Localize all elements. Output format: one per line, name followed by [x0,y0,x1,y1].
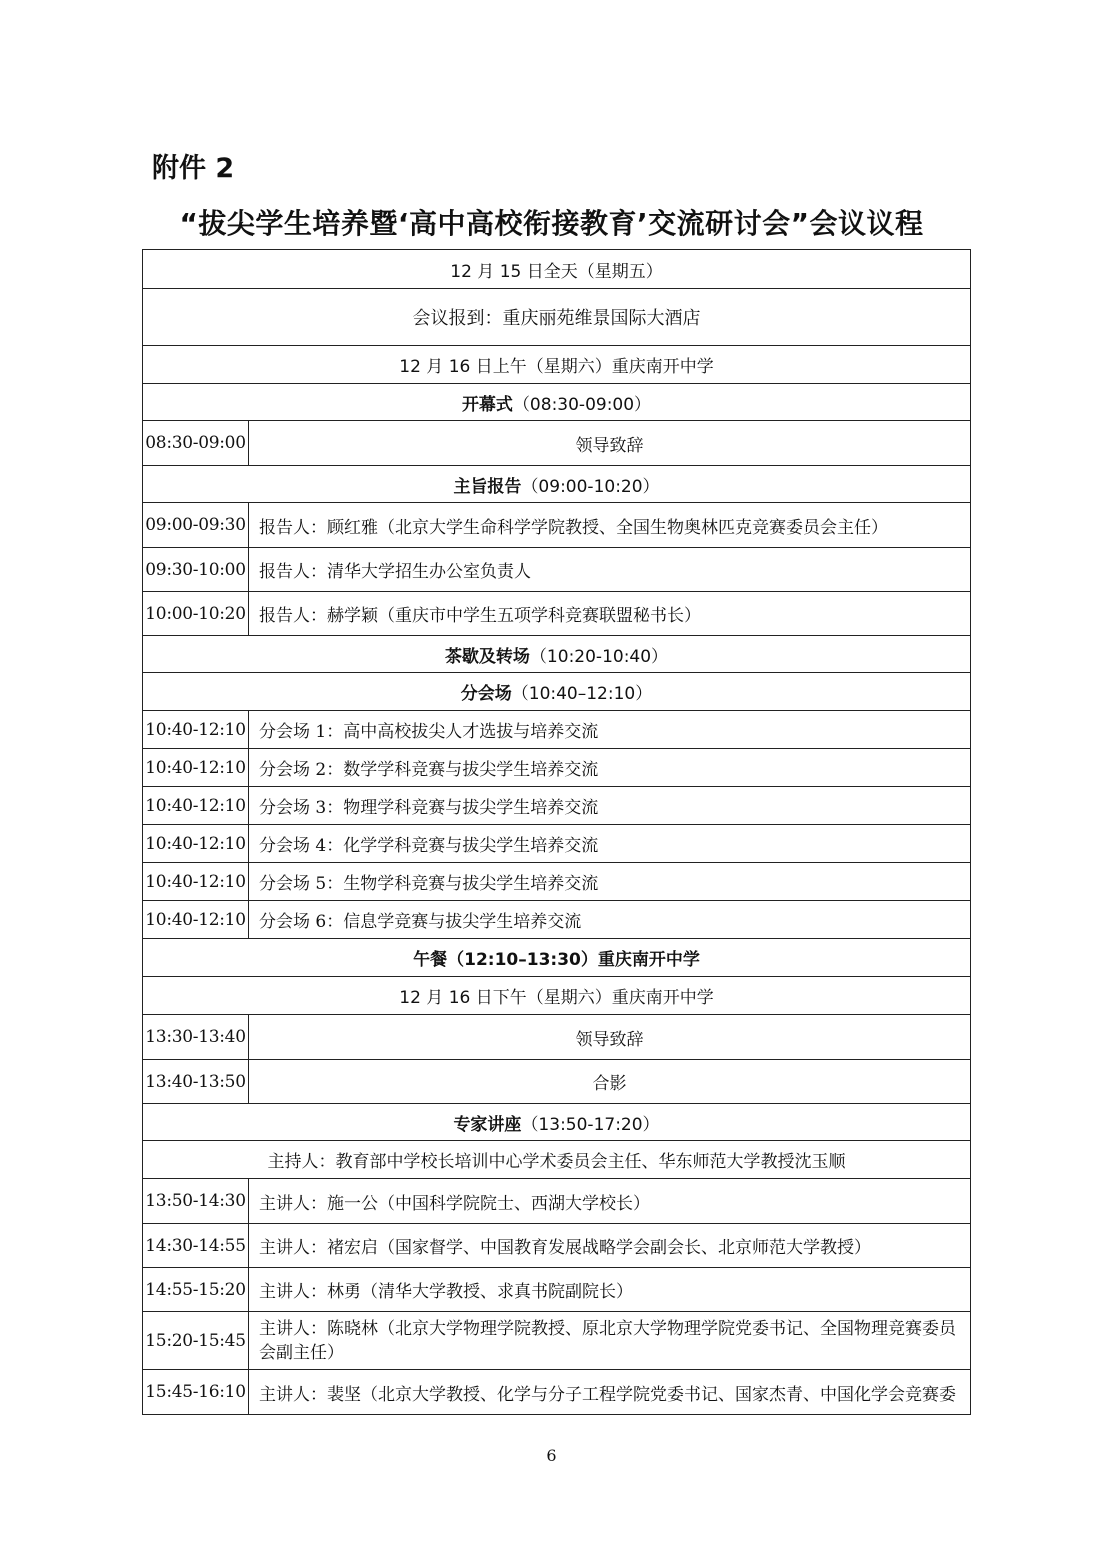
content-cell: 分会场 4：化学学科竞赛与拔尖学生培养交流 [249,825,971,863]
content-cell: 主讲人：陈晓林（北京大学物理学院教授、原北京大学物理学院党委书记、全国物理竞赛委员会副主任） [249,1312,971,1370]
day1-heading: 12 月 15 日全天（星期五） [143,250,971,289]
content-cell: 分会场 6：信息学竞赛与拔尖学生培养交流 [249,901,971,939]
content-cell: 报告人：顾红雅（北京大学生命科学学院教授、全国生物奥林匹克竞赛委员会主任） [249,503,971,548]
time-cell: 15:45-16:10 [143,1370,249,1415]
content-cell: 主讲人：褚宏启（国家督学、中国教育发展战略学会副会长、北京师范大学教授） [249,1224,971,1268]
agenda-row [143,749,971,787]
agenda-row [143,825,971,863]
time-cell: 08:30-09:00 [143,421,249,466]
content-cell: 合影 [249,1060,971,1104]
section-name: 分会场 [460,684,512,704]
attachment-label: 附件 2 [152,153,235,184]
section-name: 茶歇及转场 [444,646,530,667]
content-cell: 领导致辞 [249,1015,971,1060]
content-cell: 领导致辞 [249,421,971,466]
keynote-heading [143,466,971,503]
branch-heading [143,673,971,711]
content-cell: 报告人：赫学颖（重庆市中学生五项学科竞赛联盟秘书长） [249,592,971,636]
section-time: （10:40–12:10） [511,684,653,704]
section-heading-row [143,384,971,421]
time-cell: 13:50-14:30 [143,1179,249,1224]
section-name: 开幕式 [461,394,513,415]
time-cell: 14:30-14:55 [143,1224,249,1268]
agenda-row [143,1060,971,1104]
content-cell: 主讲人：施一公（中国科学院院士、西湖大学校长） [249,1179,971,1224]
agenda-row [143,1370,971,1415]
time-cell: 10:40-12:10 [143,863,249,901]
time-cell: 10:40-12:10 [143,787,249,825]
section-heading-row [143,939,971,977]
content-cell: 分会场 5：生物学科竞赛与拔尖学生培养交流 [249,863,971,901]
content-cell: 分会场 2：数学学科竞赛与拔尖学生培养交流 [249,749,971,787]
agenda-row [143,1268,971,1312]
section-heading-row [143,466,971,503]
page-number: 6 [546,1446,557,1465]
day-heading-row [143,977,971,1015]
content-cell: 报告人：清华大学招生办公室负责人 [249,548,971,592]
registration-row [143,289,971,346]
lecture-heading [143,1104,971,1141]
content-cell: 主讲人：林勇（清华大学教授、求真书院副院长） [249,1268,971,1312]
lunch-heading: 午餐（12:10–13:30）重庆南开中学 [143,939,971,977]
agenda-row [143,1179,971,1224]
time-cell: 10:40-12:10 [143,711,249,749]
time-cell: 13:30-13:40 [143,1015,249,1060]
break-heading [143,636,971,673]
section-time: （10:20-10:40） [529,646,669,667]
agenda-row [143,421,971,466]
agenda-row [143,592,971,636]
agenda-row [143,1015,971,1060]
time-cell: 10:40-12:10 [143,749,249,787]
content-cell: 主讲人：裴坚（北京大学教授、化学与分子工程学院党委书记、国家杰青、中国化学会竞赛委 [249,1370,971,1415]
section-heading-row [143,1104,971,1141]
section-time: （13:50-17:20） [521,1114,660,1135]
time-cell: 09:00-09:30 [143,503,249,548]
agenda-row [143,1224,971,1268]
section-name: 主旨报告 [453,476,522,497]
agenda-row [143,548,971,592]
day-heading-row [143,346,971,384]
time-cell: 13:40-13:50 [143,1060,249,1104]
time-cell: 14:55-15:20 [143,1268,249,1312]
time-cell: 10:00-10:20 [143,592,249,636]
time-cell: 09:30-10:00 [143,548,249,592]
agenda-row [143,503,971,548]
registration-text: 会议报到：重庆丽苑维景国际大酒店 [143,289,971,346]
section-time: （08:30-09:00） [512,394,652,415]
morning-heading: 12 月 16 日上午（星期六）重庆南开中学 [143,346,971,384]
opening-heading [143,384,971,421]
day-heading-row [143,250,971,289]
afternoon-heading: 12 月 16 日下午（星期六）重庆南开中学 [143,977,971,1015]
agenda-row [143,863,971,901]
agenda-row [143,901,971,939]
document-title: “拔尖学生培养暨‘高中高校衔接教育’交流研讨会”会议议程 [179,207,924,240]
time-cell: 10:40-12:10 [143,825,249,863]
agenda-row [143,711,971,749]
section-name: 专家讲座 [453,1114,522,1135]
host-text: 主持人：教育部中学校长培训中心学术委员会主任、华东师范大学教授沈玉顺 [143,1141,971,1179]
content-cell: 分会场 3：物理学科竞赛与拔尖学生培养交流 [249,787,971,825]
agenda-row [143,787,971,825]
agenda-row [143,1312,971,1370]
time-cell: 10:40-12:10 [143,901,249,939]
content-cell: 分会场 1：高中高校拔尖人才选拔与培养交流 [249,711,971,749]
section-heading-row [143,636,971,673]
time-cell: 15:20-15:45 [143,1312,249,1370]
host-row [143,1141,971,1179]
section-time: （09:00-10:20） [521,476,660,497]
agenda-table [142,249,971,1415]
section-heading-row [143,673,971,711]
